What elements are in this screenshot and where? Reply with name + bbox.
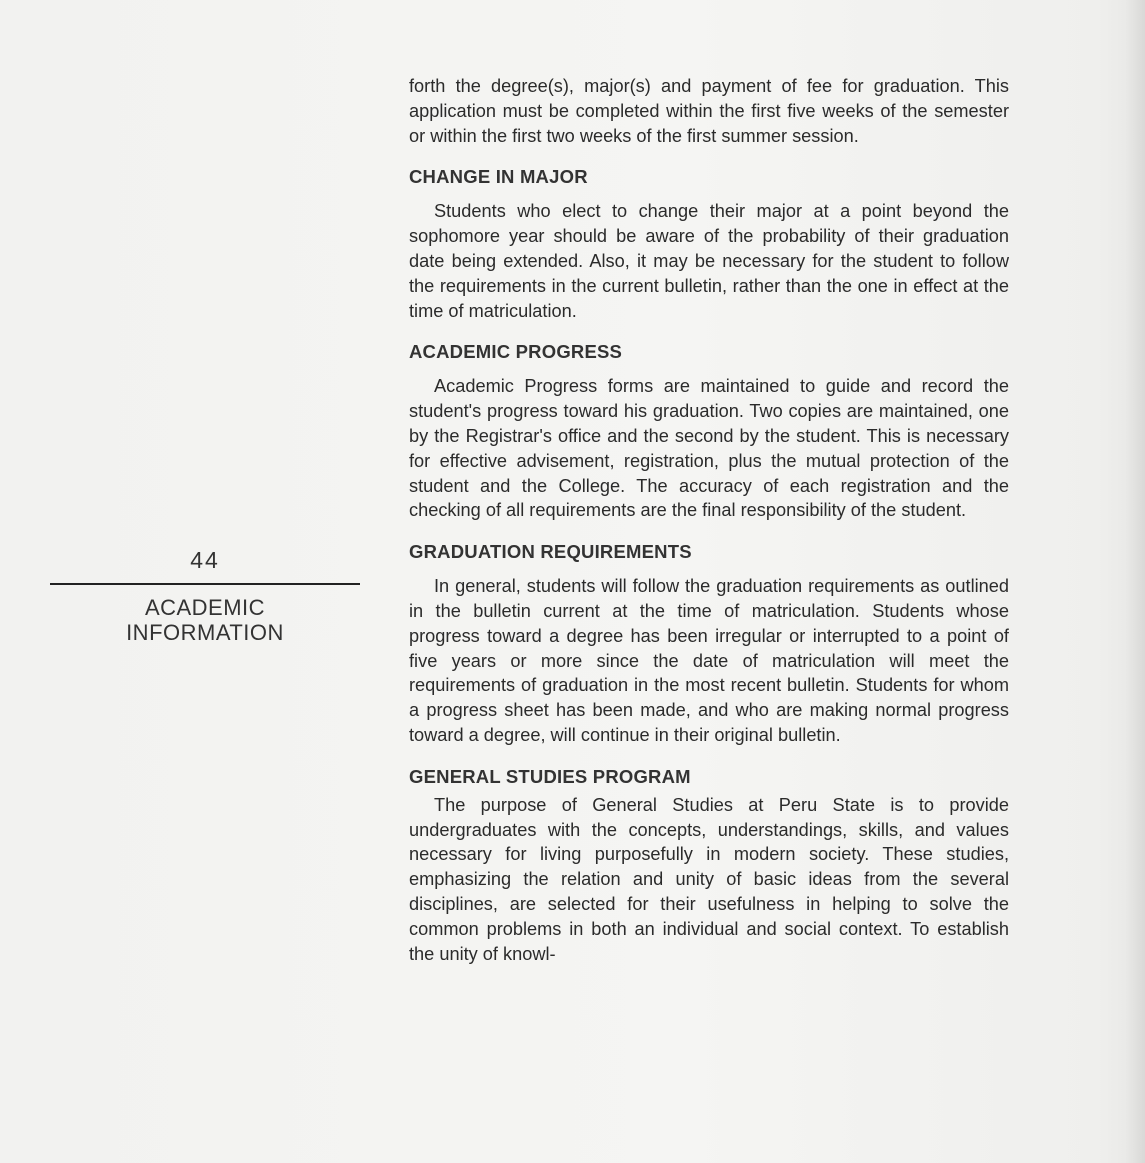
paragraph-graduation-requirements: In general, students will follow the graduation requirements as outlined in the bulletin current at the time of matriculation. Students whose progress toward a degree has been irregular or interrupted to a point of five years or more since the date of matriculation will meet the requirements of graduation in the most recent bulletin. Students for whom a progress sheet has been made, and who are making normal progress toward a degree, will continue in their original bulletin. (409, 576, 1009, 745)
margin-rule (50, 583, 360, 585)
section-label (50, 595, 360, 645)
heading-change-in-major: CHANGE IN MAJOR (409, 166, 588, 188)
heading-general-studies-program: GENERAL STUDIES PROGRAM (409, 765, 691, 787)
text-column (409, 74, 1009, 966)
intro-paragraph: forth the degree(s), major(s) and payment of fee for graduation. This application must be completed within the first five weeks of the semester or within the first two weeks of the first summer session. (409, 76, 1009, 146)
page-number: 44 (190, 547, 220, 573)
section-label-line2: INFORMATION (126, 620, 284, 645)
section-label-line1: ACADEMIC (144, 595, 266, 620)
paragraph-general-studies-program: The purpose of General Studies at Peru State is to provide undergraduates with the concepts, understandings, skills, and values necessary for living purposefully in modern society. These studies, emphasizing the relation and unity of basic ideas from the several disciplines, are selected for their usefulness in helping to solve the common problems in both an individual and social context. To establish the unity of knowl- (409, 794, 1009, 964)
page-edge-shadow (1125, 0, 1145, 1163)
heading-academic-progress: ACADEMIC PROGRESS (409, 341, 623, 363)
paragraph-academic-progress: Academic Progress forms are maintained to guide and record the student's progress toward his graduation. Two copies are maintained, one by the Registrar's office and the second by the student. This is necessary for effective advisement, registration, plus the mutual protection of the student and the College. The accuracy of each registration and the checking of all requirements are the final responsibility of the student. (409, 376, 1009, 521)
heading-graduation-requirements: GRADUATION REQUIREMENTS (409, 541, 692, 563)
margin-block (50, 545, 360, 645)
paragraph-change-in-major: Students who elect to change their major at a point beyond the sophomore year should be aware of the probability of their graduation date being extended. Also, it may be necessary for the student to follow the requirements in the current bulletin, rather than the one in effect at the time of matriculation. (409, 201, 1009, 321)
